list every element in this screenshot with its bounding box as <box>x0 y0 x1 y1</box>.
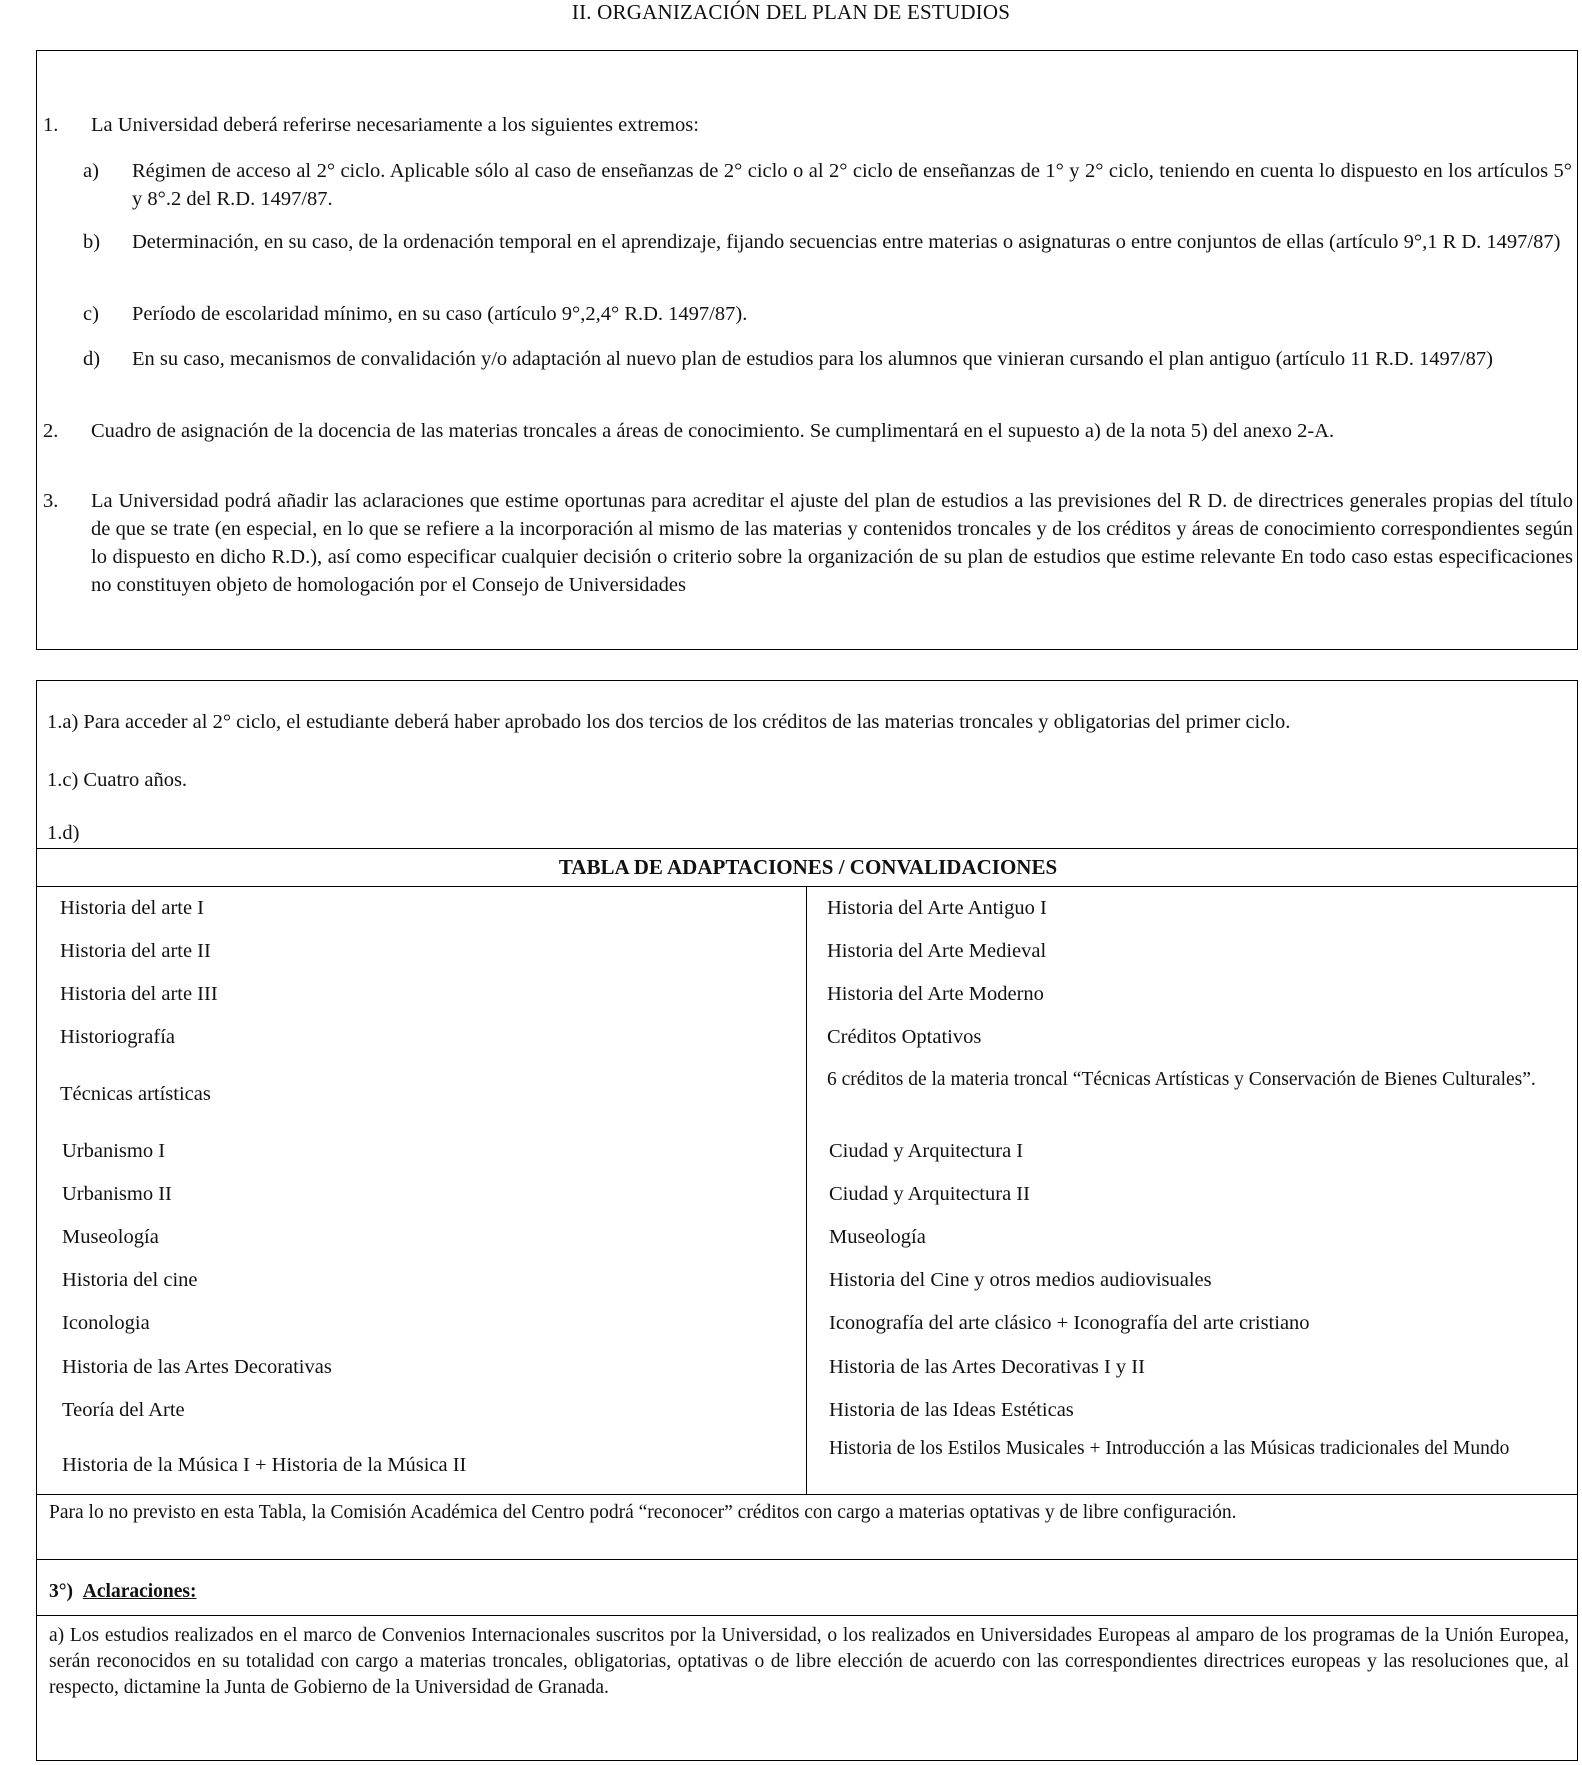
table-row-new: Historia del Arte Antiguo I <box>827 897 1047 919</box>
table-row-new: Historia de las Artes Decorativas I y II <box>829 1356 1145 1378</box>
table-row-old: Historia de la Música I + Historia de la Música II <box>62 1454 467 1476</box>
table-row-new: Historia de las Ideas Estéticas <box>829 1399 1074 1421</box>
item-letter: d) <box>83 348 101 370</box>
item-letter: b) <box>83 231 101 253</box>
table-row-old: Historiografía <box>60 1026 175 1048</box>
item-text: Cuadro de asignación de la docencia de las materias troncales a áreas de conocimiento. Se cumplimentará en el supuesto a) de la nota 5) del anexo 2-A. <box>91 420 1335 442</box>
table-row-old: Urbanismo II <box>62 1183 172 1205</box>
table-row-old: Historia del arte I <box>60 897 205 919</box>
item-text: Régimen de acceso al 2° ciclo. Aplicable sólo al caso de enseñanzas de 2° ciclo o al 2° ciclo de enseñanzas de 1° y 2° ciclo, teniendo en cuenta lo dispuesto en los artículos 5° y 8°.2 del R.D. 1497/87. <box>132 160 1572 210</box>
item-text: La Universidad deberá referirse necesariamente a los siguientes extremos: <box>91 114 699 136</box>
table-row-new: Historia del Cine y otros medios audiovisuales <box>829 1269 1212 1291</box>
table-row-new: Museología <box>829 1226 926 1248</box>
table-title: TABLA DE ADAPTACIONES / CONVALIDACIONES <box>558 855 1058 879</box>
table-row-new: Historia del Arte Moderno <box>827 983 1044 1005</box>
item-number: 1. <box>43 114 59 136</box>
item-text: Determinación, en su caso, de la ordenación temporal en el aprendizaje, fijando secuencias entre materias o asignaturas o entre conjuntos de ellas (artículo 9°,1 R D. 1497/87) <box>132 231 1561 253</box>
table-row-new: Iconografía del arte clásico + Iconografía del arte cristiano <box>829 1312 1310 1334</box>
item-number: 2. <box>43 420 59 442</box>
table-row-new: Historia de los Estilos Musicales + Introducción a las Músicas tradicionales del Mundo <box>829 1438 1510 1459</box>
table-row-new: Créditos Optativos <box>827 1026 982 1048</box>
aclaraciones-divider <box>37 1615 1577 1616</box>
item-text: Período de escolaridad mínimo, en su caso (artículo 9°,2,4° R.D. 1497/87). <box>132 303 748 325</box>
table-row-old: Técnicas artísticas <box>60 1083 211 1105</box>
table-row-old: Teoría del Arte <box>62 1399 185 1421</box>
note-bottom-border <box>37 1559 1577 1560</box>
answer-1c: 1.c) Cuatro años. <box>47 769 188 791</box>
aclaraciones-title: Aclaraciones: <box>82 1581 197 1602</box>
item-number: 3. <box>43 490 59 512</box>
table-row-old: Historia del arte III <box>60 983 218 1005</box>
table-row-old: Museología <box>62 1226 159 1248</box>
table-row-old: Historia de las Artes Decorativas <box>62 1356 332 1378</box>
table-row-old: Historia del arte II <box>60 940 211 962</box>
table-row-new: Ciudad y Arquitectura II <box>829 1183 1030 1205</box>
item-text: En su caso, mecanismos de convalidación y/o adaptación al nuevo plan de estudios para los alumnos que vinieran cursando el plan antiguo (artículo 11 R.D. 1497/87) <box>132 348 1493 370</box>
page-title: II. ORGANIZACIÓN DEL PLAN DE ESTUDIOS <box>571 0 1011 24</box>
item-text: La Universidad podrá añadir las aclaraciones que estime oportunas para acreditar el ajuste del plan de estudios a las previsiones del R D. de directrices generales propias del título de que se trate (en especial, en lo que se refiere a la incorporación al mismo de las materias y contenidos troncales y de los créditos y áreas de conocimiento correspondientes según lo dispuesto en dicho R.D.), así como especificar cualquier decisión o criterio sobre la organización de su plan de estudios que estime relevante En todo caso estas especificaciones no constituyen objeto de homologación por el Consejo de Universidades <box>91 490 1573 596</box>
answer-1d: 1.d) <box>47 822 80 844</box>
item-letter: c) <box>83 303 99 325</box>
answer-1a: 1.a) Para acceder al 2° ciclo, el estudiante deberá haber aprobado los dos tercios de los créditos de las materias troncales y obligatorias del primer ciclo. <box>47 711 1291 733</box>
table-bottom-border <box>37 1494 1577 1495</box>
table-column-divider <box>806 886 807 1440</box>
table-row-old: Iconologia <box>62 1312 150 1334</box>
table-row-new: 6 créditos de la materia troncal “Técnicas Artísticas y Conservación de Bienes Culturales”. <box>827 1069 1536 1090</box>
table-header-border <box>37 886 1577 887</box>
item-letter: a) <box>83 160 99 182</box>
instructions-box <box>36 50 1578 650</box>
table-note: Para lo no previsto en esta Tabla, la Comisión Académica del Centro podrá “reconocer” créditos con cargo a materias optativas y de libre configuración. <box>49 1502 1237 1523</box>
aclaraciones-text: a) Los estudios realizados en el marco de Convenios Internacionales suscritos por la Universidad, o los realizados en Universidades Europeas al amparo de los programas de la Unión Europea, serán reconocidos en su totalidad con cargo a materias troncales, obligatorias, optativas o de libre elección de acuerdo con las correspondientes directrices europeas y las resoluciones que, al respecto, dictamine la Junta de Gobierno de la Universidad de Granada. <box>49 1625 1569 1698</box>
table-row-old: Urbanismo I <box>62 1140 166 1162</box>
table-top-border <box>37 848 1577 849</box>
aclaraciones-heading <box>49 1579 197 1605</box>
table-column-divider <box>806 1440 807 1494</box>
table-row-new: Historia del Arte Medieval <box>827 940 1047 962</box>
answers-box <box>36 680 1578 1761</box>
table-row-new: Ciudad y Arquitectura I <box>829 1140 1024 1162</box>
table-row-old: Historia del cine <box>62 1269 198 1291</box>
aclaraciones-number: 3°) <box>49 1581 74 1602</box>
